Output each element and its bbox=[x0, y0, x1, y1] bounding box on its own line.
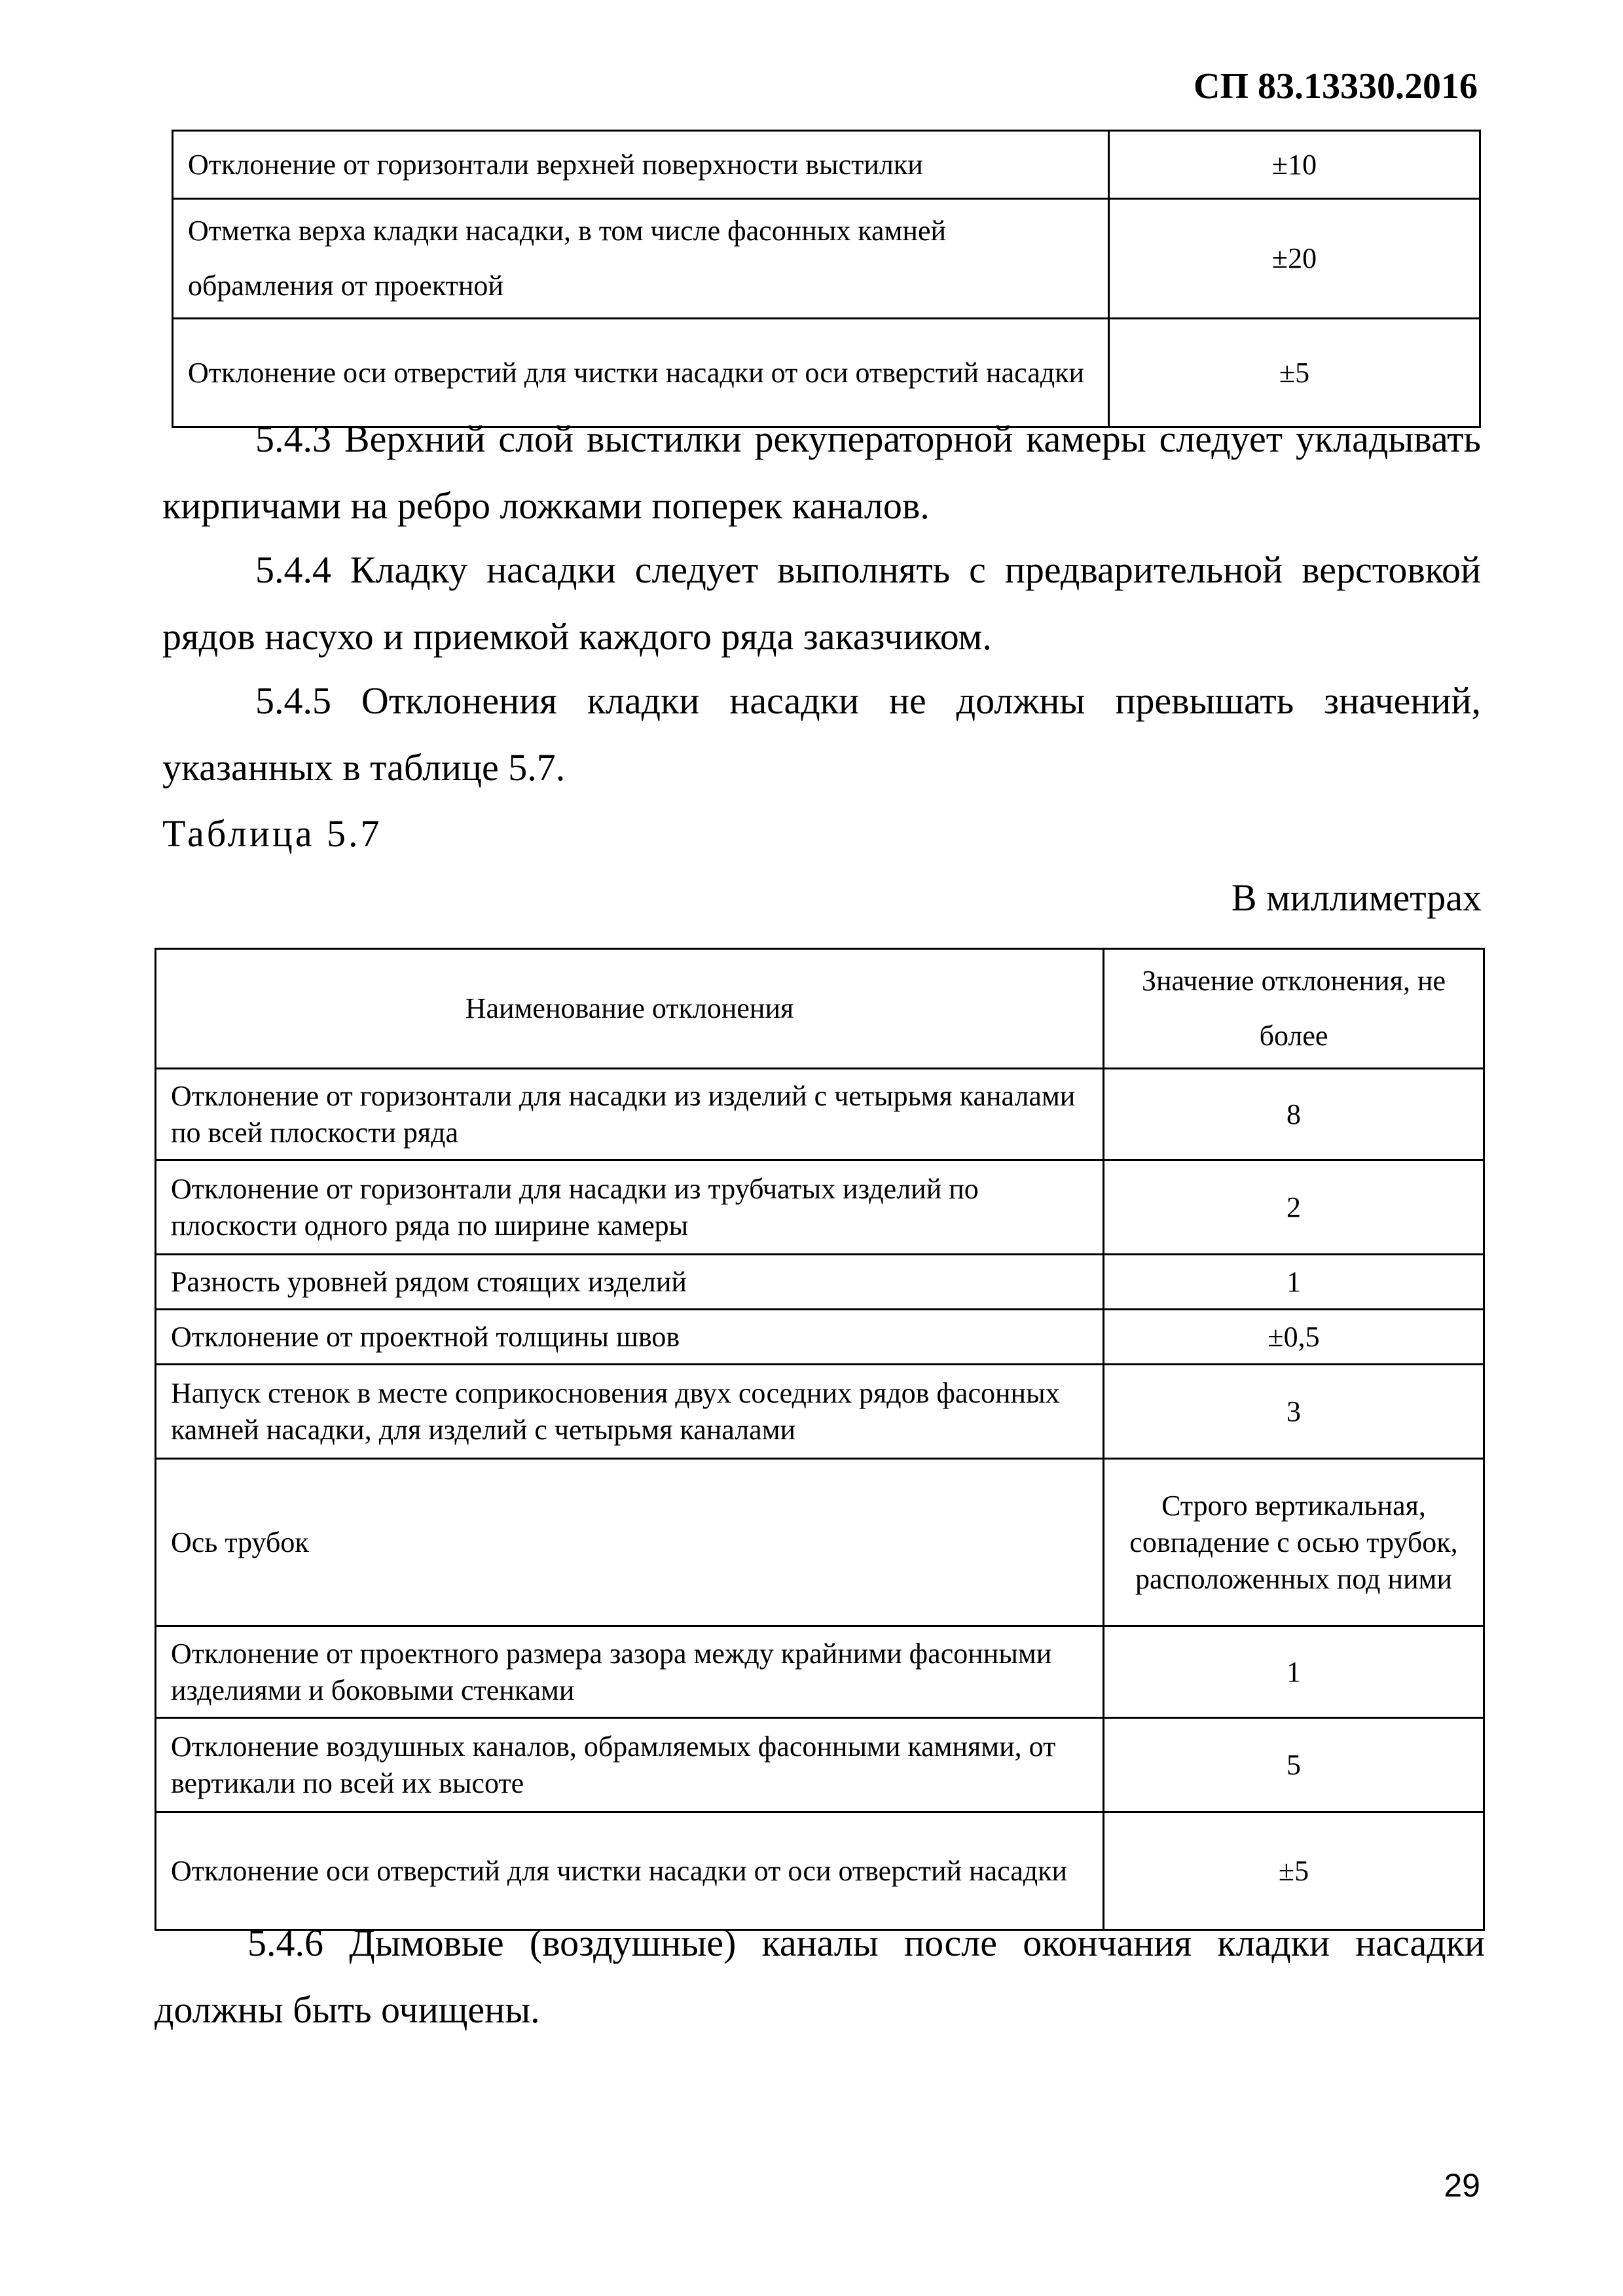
paragraph-continuation: рядов насухо и приемкой каждого ряда заказчиком. bbox=[162, 615, 992, 658]
deviation-value: 2 bbox=[1104, 1160, 1484, 1255]
paragraph-continuation: кирпичами на ребро ложками поперек каналов. bbox=[162, 484, 930, 527]
deviation-value: ±5 bbox=[1109, 319, 1480, 427]
deviation-name: Отклонение от проектного размера зазора между крайними фасонными изделиями и боковыми стенками bbox=[156, 1626, 1104, 1718]
deviation-value: ±0,5 bbox=[1104, 1310, 1484, 1365]
deviation-table bbox=[155, 948, 1485, 1931]
deviation-value: 8 bbox=[1104, 1069, 1484, 1160]
deviation-name: Отклонение от горизонтали верхней поверхности выстилки bbox=[173, 131, 1109, 199]
deviation-value: 5 bbox=[1104, 1718, 1484, 1812]
table-units: В миллиметрах bbox=[1231, 876, 1482, 919]
table-row bbox=[173, 131, 1480, 199]
table-row bbox=[156, 1069, 1484, 1160]
deviation-value: ±10 bbox=[1109, 131, 1480, 199]
paragraph-5-4-3 bbox=[162, 406, 1481, 539]
header-name: Наименование отклонения bbox=[156, 949, 1104, 1069]
deviation-name: Ось трубок bbox=[156, 1459, 1104, 1626]
paragraph-5-4-5 bbox=[162, 668, 1481, 801]
deviation-name: Отклонение оси отверстий для чистки насадки от оси отверстий насадки bbox=[156, 1812, 1104, 1930]
paragraph-5-4-4 bbox=[162, 537, 1481, 670]
paragraph-continuation: должны быть очищены. bbox=[155, 1988, 540, 2031]
deviation-value: 1 bbox=[1104, 1626, 1484, 1718]
paragraph-5-4-6 bbox=[155, 1910, 1485, 2043]
paragraph-first-line: 5.4.6 Дымовые (воздушные) каналы после окончания кладки насадки bbox=[247, 1922, 1485, 1964]
paragraph-first-line: 5.4.4 Кладку насадки следует выполнять с предварительной верстовкой bbox=[255, 548, 1481, 591]
table-row bbox=[156, 1626, 1484, 1718]
deviation-name: Отклонение оси отверстий для чистки насадки от оси отверстий насадки bbox=[173, 319, 1109, 427]
deviation-value: 3 bbox=[1104, 1365, 1484, 1459]
deviation-name: Отклонение от проектной толщины швов bbox=[156, 1310, 1104, 1365]
table-header-row bbox=[156, 949, 1484, 1069]
continued-table bbox=[172, 130, 1481, 428]
deviation-name: Отклонение от горизонтали для насадки из трубчатых изделий по плоскости одного ряда по ширине камеры bbox=[156, 1160, 1104, 1255]
deviation-value: 1 bbox=[1104, 1255, 1484, 1310]
deviation-value: ±5 bbox=[1104, 1812, 1484, 1930]
paragraph-first-line: 5.4.5 Отклонения кладки насадки не должны превышать значений, bbox=[255, 679, 1481, 722]
table-caption: Таблица 5.7 bbox=[162, 812, 382, 855]
paragraph-first-line: 5.4.3 Верхний слой выстилки рекуператорной камеры следует укладывать bbox=[255, 418, 1481, 460]
deviation-name: Отклонение воздушных каналов, обрамляемых фасонными камнями, от вертикали по всей их высоте bbox=[156, 1718, 1104, 1812]
deviation-value: ±20 bbox=[1109, 199, 1480, 319]
header-value: Значение отклонения, не более bbox=[1104, 949, 1484, 1069]
deviation-name: Разность уровней рядом стоящих изделий bbox=[156, 1255, 1104, 1310]
deviation-name: Напуск стенок в месте соприкосновения двух соседних рядов фасонных камней насадки, для изделий с четырьмя каналами bbox=[156, 1365, 1104, 1459]
deviation-name: Отметка верха кладки насадки, в том числе фасонных камней обрамления от проектной bbox=[173, 199, 1109, 319]
table-row bbox=[156, 1160, 1484, 1255]
paragraph-continuation: указанных в таблице 5.7. bbox=[162, 746, 566, 789]
table-row bbox=[156, 1365, 1484, 1459]
deviation-name: Отклонение от горизонтали для насадки из изделий с четырьмя каналами по всей плоскости ряда bbox=[156, 1069, 1104, 1160]
table-row bbox=[156, 1459, 1484, 1626]
table-row bbox=[156, 1310, 1484, 1365]
table-row bbox=[173, 199, 1480, 319]
table-row bbox=[156, 1718, 1484, 1812]
deviation-value: Строго вертикальная, совпадение с осью трубок, расположенных под ними bbox=[1104, 1459, 1484, 1626]
document-code: СП 83.13330.2016 bbox=[1194, 66, 1478, 107]
table-row bbox=[156, 1255, 1484, 1310]
page-number: 29 bbox=[1444, 2167, 1480, 2204]
